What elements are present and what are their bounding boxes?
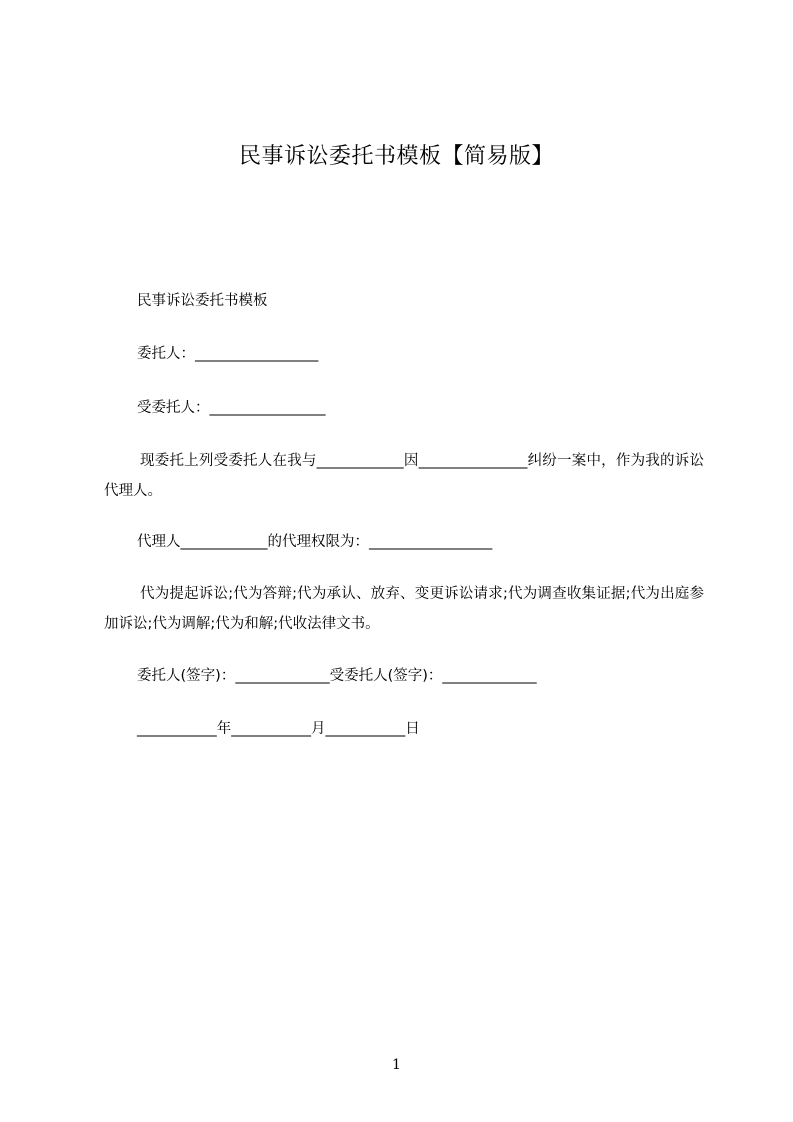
date-line: ___________年___________月___________日 — [137, 721, 420, 737]
signature-line: 委托人(签字)：_____________受委托人(签字)：_____________ — [137, 668, 537, 684]
document-title: 民事诉讼委托书模板【简易版】 — [238, 144, 554, 169]
entrust-paragraph: 现委托上列受委托人在我与____________因_______________纠纷一案中，作为我的诉讼代理人。 — [104, 453, 704, 499]
subtitle: 民事诉讼委托书模板 — [137, 293, 268, 309]
page-number: 1 — [392, 1057, 401, 1073]
agent-line: 受委托人：________________ — [137, 400, 326, 416]
principal-line: 委托人：_________________ — [137, 346, 319, 362]
authority-line: 代理人____________的代理权限为：_________________ — [137, 534, 493, 550]
powers-paragraph: 代为提起诉讼;代为答辩;代为承认、放弃、变更诉讼请求;代为调查收集证据;代为出庭参加诉讼;代为调解;代为和解;代收法律文书。 — [104, 586, 704, 632]
